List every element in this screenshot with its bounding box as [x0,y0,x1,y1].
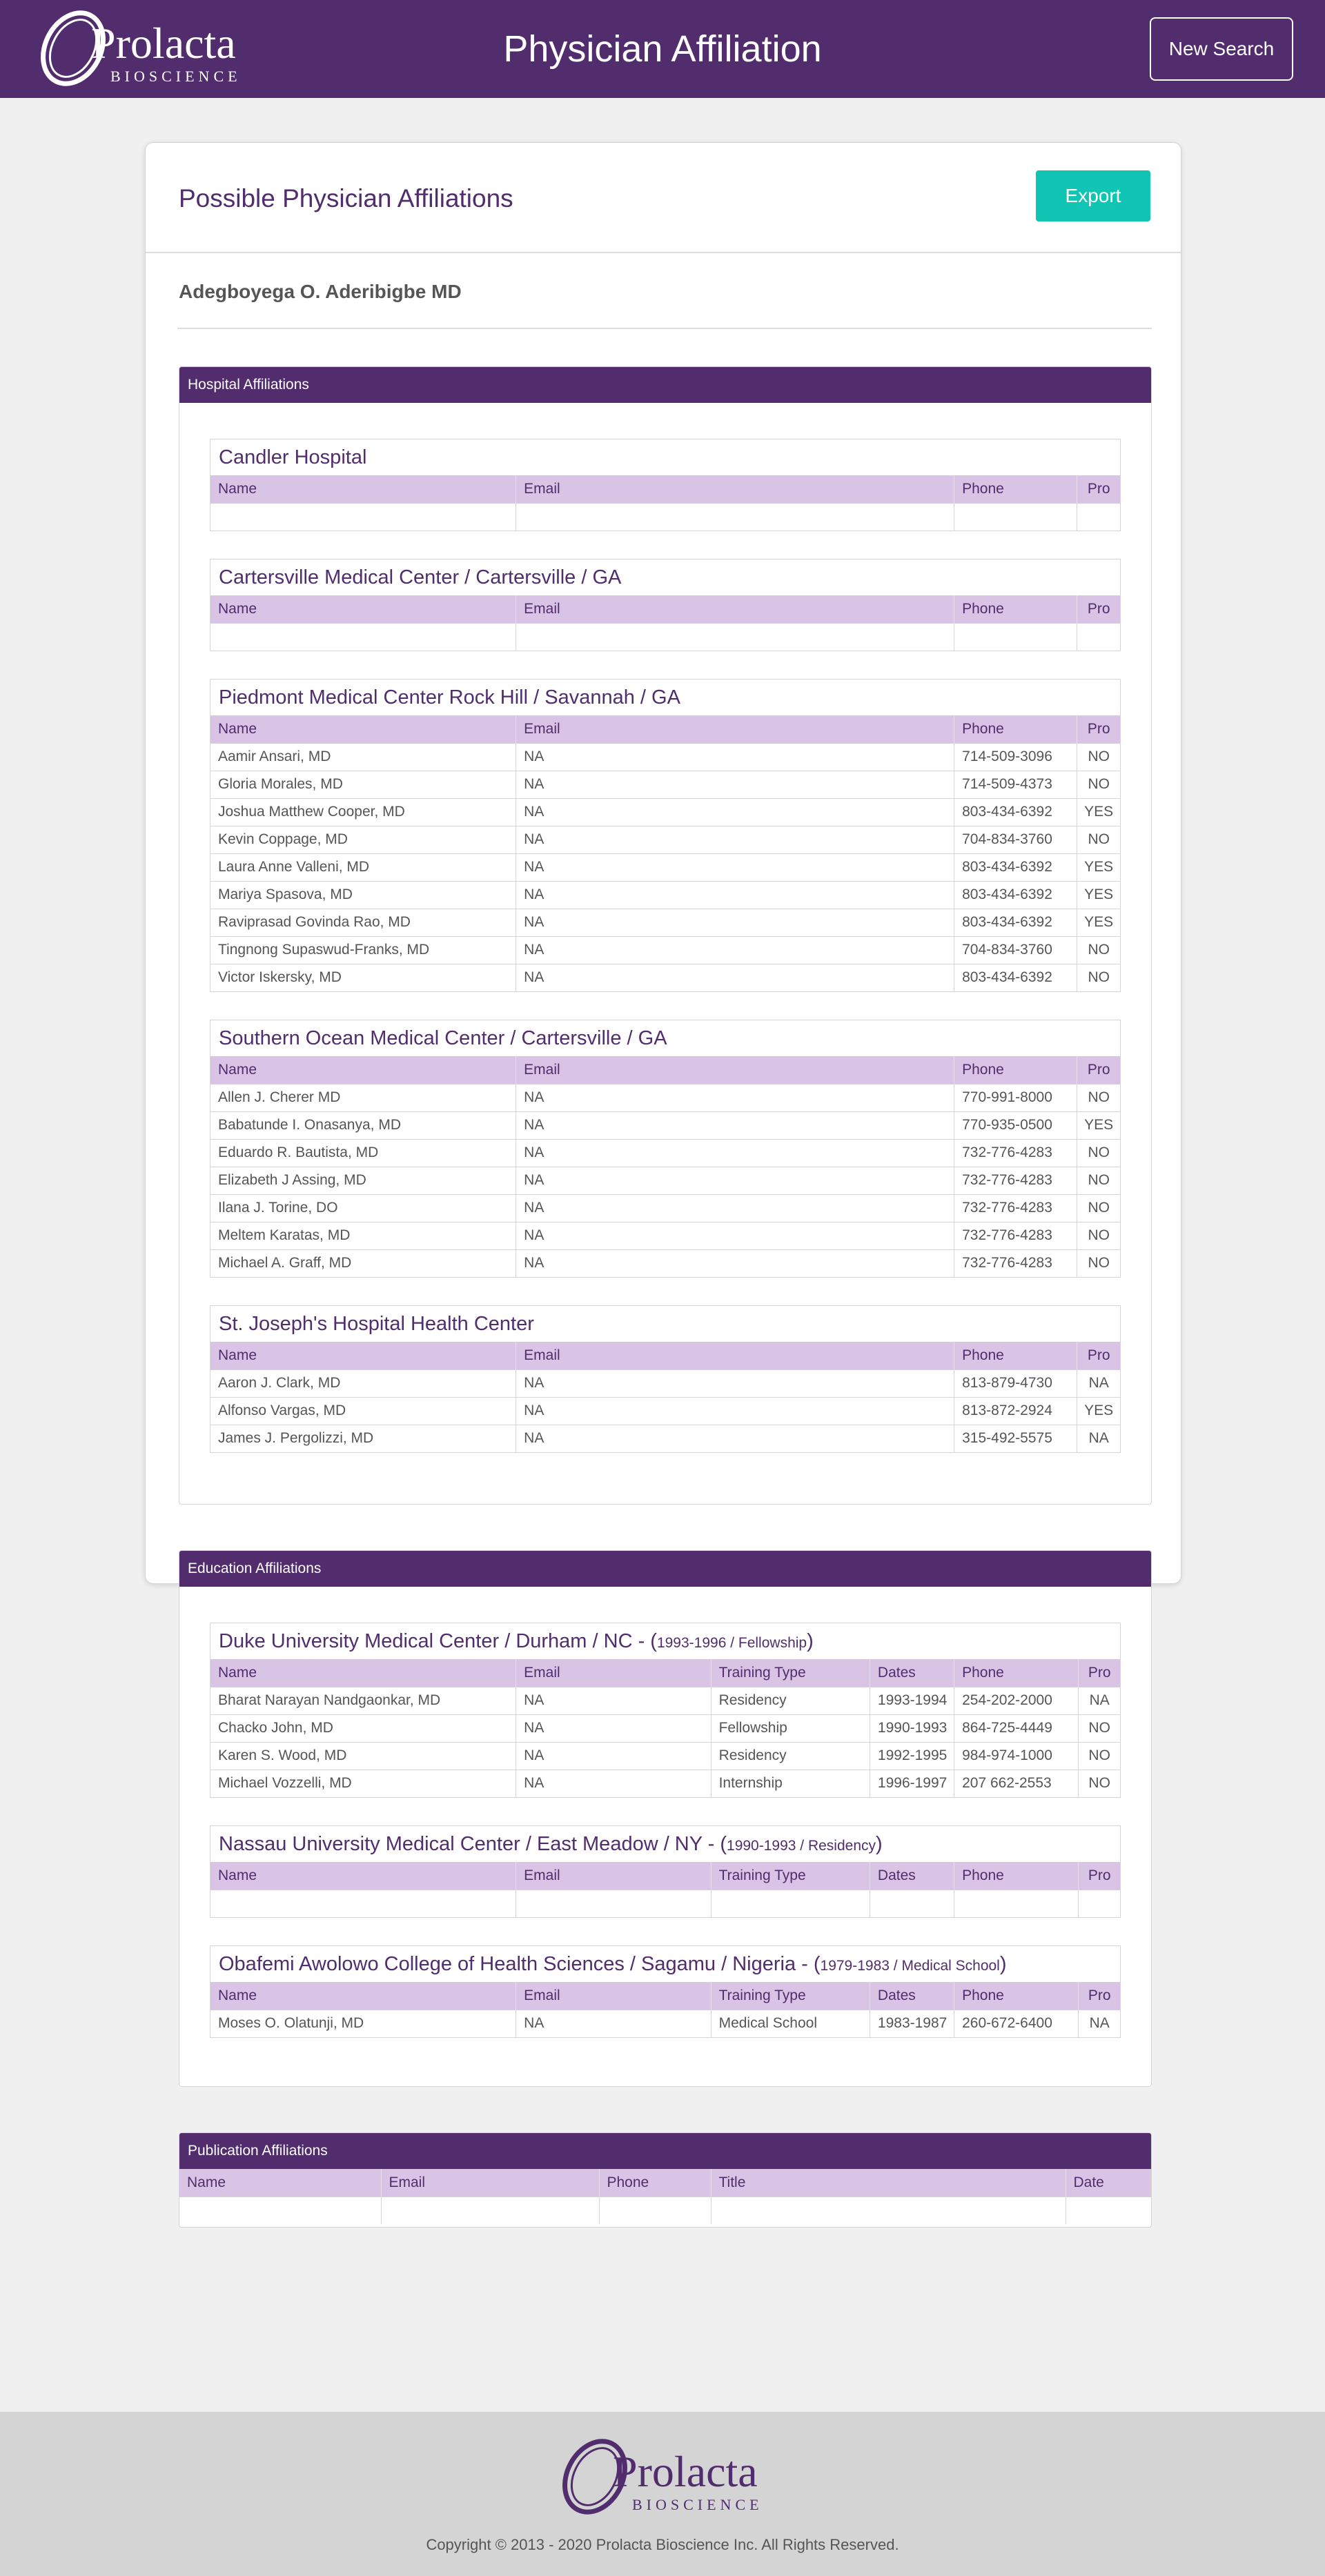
hospital-group [210,1020,1121,1278]
table-cell: YES [1077,853,1120,881]
table-cell: NA [516,1770,711,1797]
table-cell: 315-492-5575 [954,1425,1077,1452]
table-cell: NA [1079,2010,1120,2037]
table-cell: NO [1077,936,1120,964]
card-title: Possible Physician Affiliations [179,184,513,212]
table-cell: NA [516,1167,954,1194]
table-row[interactable] [210,1397,1120,1425]
column-header[interactable]: Phone [954,715,1077,743]
closing-paren: ) [999,1953,1007,1975]
table-cell: NA [516,909,954,936]
training-detail: 1979-1983 / Medical School [820,1958,1000,1974]
column-header[interactable]: Phone [954,1659,1079,1687]
prolacta-logo-icon [552,2438,773,2515]
table-cell: Internship [711,1770,870,1797]
column-header[interactable]: Email [516,1342,954,1369]
table-cell: 714-509-3096 [954,743,1077,771]
table-cell [210,1890,516,1917]
table-cell: 732-776-4283 [954,1167,1077,1194]
table-cell: NO [1077,1167,1120,1194]
table-cell: NO [1077,1222,1120,1249]
table-row[interactable] [210,964,1120,991]
new-search-button[interactable]: New Search [1150,17,1293,81]
table-header-row [210,715,1120,743]
table-cell: NA [516,1194,954,1222]
hospital-name: Cartersville Medical Center / Cartersville / GA [219,566,622,588]
hospital-group [210,679,1121,992]
table-row[interactable] [210,853,1120,881]
table-cell: 714-509-4373 [954,771,1077,798]
affiliation-table [210,1659,1120,1797]
column-header[interactable]: Pro [1077,1342,1120,1369]
table-cell: Eduardo R. Bautista, MD [210,1139,516,1167]
table-cell: Joshua Matthew Cooper, MD [210,798,516,826]
table-cell: Alfonso Vargas, MD [210,1397,516,1425]
training-detail: 1990-1993 / Residency [727,1838,876,1854]
table-header-row [210,595,1120,623]
column-header[interactable]: Pro [1079,1982,1120,2010]
column-header[interactable]: Name [210,1342,516,1369]
affiliation-table [210,1056,1120,1277]
table-cell: Chacko John, MD [210,1714,516,1742]
table-cell: Residency [711,1687,870,1714]
panel-heading: Hospital Affiliations [179,367,1151,403]
table-cell: NO [1077,1084,1120,1111]
table-cell: Aaron J. Clark, MD [210,1369,516,1397]
table-row[interactable] [210,1687,1120,1714]
copyright-text: Copyright © 2013 - 2020 Prolacta Bioscience Inc. All Rights Reserved. [426,2536,899,2553]
table-cell: NA [516,1111,954,1139]
hospital-groups [179,403,1151,1453]
table-cell: 732-776-4283 [954,1194,1077,1222]
table-cell: Victor Iskersky, MD [210,964,516,991]
affiliation-table [210,1862,1120,1917]
table-cell: NA [516,1742,711,1770]
table-header-row [210,1659,1120,1687]
table-cell: 864-725-4449 [954,1714,1079,1742]
closing-paren: ) [807,1630,814,1652]
table-cell: NO [1077,771,1120,798]
education-groups [179,1587,1151,2038]
table-header-row [210,1982,1120,2010]
table-cell: NA [516,798,954,826]
table-cell: NO [1077,1194,1120,1222]
panel-heading: Education Affiliations [179,1551,1151,1587]
table-cell: NA [516,771,954,798]
column-header[interactable]: Email [516,1982,711,2010]
institution-title: Obafemi Awolowo College of Health Sciences / Sagamu / Nigeria - ( [219,1953,821,1975]
institution-title: Duke University Medical Center / Durham / NC - ( [219,1630,657,1652]
table-cell [1066,2197,1151,2224]
table-cell: Karen S. Wood, MD [210,1742,516,1770]
table-cell: 260-672-6400 [954,2010,1079,2037]
table-cell: NA [516,881,954,909]
column-header[interactable]: Training Type [711,1659,870,1687]
table-cell: 803-434-6392 [954,798,1077,826]
table-cell: NO [1079,1714,1120,1742]
table-cell: 732-776-4283 [954,1222,1077,1249]
table-row[interactable] [210,1425,1120,1452]
table-row[interactable] [210,881,1120,909]
table-cell: Elizabeth J Assing, MD [210,1167,516,1194]
svg-text:BIOSCIENCE: BIOSCIENCE [110,68,242,85]
table-cell: 803-434-6392 [954,964,1077,991]
hospital-name: Southern Ocean Medical Center / Cartersville / GA [219,1027,667,1049]
table-cell: YES [1077,1397,1120,1425]
affiliation-table [210,1342,1120,1452]
table-cell: Allen J. Cherer MD [210,1084,516,1111]
institution-name [210,1826,1120,1862]
table-cell [381,2197,599,2224]
affiliation-table [179,2169,1151,2224]
table-cell: Raviprasad Govinda Rao, MD [210,909,516,936]
closing-paren: ) [876,1833,883,1855]
column-header[interactable]: Pro [1077,1056,1120,1084]
table-row[interactable] [210,1194,1120,1222]
column-header[interactable]: Pro [1079,1659,1120,1687]
table-cell: 803-434-6392 [954,853,1077,881]
table-cell: NA [516,1139,954,1167]
table-cell: 813-879-4730 [954,1369,1077,1397]
table-header-row [210,1056,1120,1084]
table-cell: NA [516,1425,954,1452]
column-header[interactable]: Name [210,1056,516,1084]
table-row[interactable] [210,771,1120,798]
table-cell [516,623,954,651]
table-cell: YES [1077,881,1120,909]
column-header[interactable]: Email [516,475,954,503]
top-bar [0,0,1325,98]
table-cell: 732-776-4283 [954,1249,1077,1277]
column-header[interactable]: Phone [954,1342,1077,1369]
table-cell: 1993-1994 [870,1687,954,1714]
table-cell: Meltem Karatas, MD [210,1222,516,1249]
table-cell [1077,623,1120,651]
table-header-row [210,475,1120,503]
page-title: Physician Affiliation [503,28,822,70]
column-header[interactable]: Name [179,2169,381,2197]
column-header[interactable]: Name [210,1659,516,1687]
panel-heading: Publication Affiliations [179,2133,1151,2169]
table-row[interactable] [210,1222,1120,1249]
table-cell: NO [1077,826,1120,853]
education-group [210,1825,1121,1918]
table-cell: NO [1079,1770,1120,1797]
affiliations-card [145,142,1181,2190]
physician-name: Adegboyega O. Aderibigbe MD [179,281,462,302]
table-cell: Aamir Ansari, MD [210,743,516,771]
table-cell: YES [1077,1111,1120,1139]
column-header[interactable]: Phone [954,1982,1079,2010]
table-row[interactable] [210,623,1120,651]
table-cell [954,503,1077,531]
table-cell [1077,503,1120,531]
table-cell: NA [516,2010,711,2037]
table-cell: NA [516,743,954,771]
table-cell [179,2197,381,2224]
table-cell: 813-872-2924 [954,1397,1077,1425]
table-cell [210,623,516,651]
hospital-group [210,439,1121,531]
hospital-name: Candler Hospital [219,446,367,468]
table-cell [210,503,516,531]
table-cell: 803-434-6392 [954,909,1077,936]
table-cell: NA [516,1687,711,1714]
table-row[interactable] [210,1770,1120,1797]
affiliation-table [210,595,1120,651]
table-cell: 254-202-2000 [954,1687,1079,1714]
table-cell: Ilana J. Torine, DO [210,1194,516,1222]
table-cell: 704-834-3760 [954,826,1077,853]
table-header-row [210,1862,1120,1890]
institution-title: Nassau University Medical Center / East Meadow / NY - ( [219,1833,727,1855]
table-cell: 1983-1987 [870,2010,954,2037]
table-cell: Babatunde I. Onasanya, MD [210,1111,516,1139]
table-row[interactable] [210,1742,1120,1770]
column-header[interactable]: Email [516,595,954,623]
table-cell: NO [1077,1139,1120,1167]
svg-text:Prolacta: Prolacta [91,19,236,68]
table-row[interactable] [210,1139,1120,1167]
table-cell [870,1890,954,1917]
column-header[interactable]: Name [210,595,516,623]
table-cell [954,1890,1079,1917]
column-header[interactable]: Email [381,2169,599,2197]
table-cell: YES [1077,798,1120,826]
table-cell: Laura Anne Valleni, MD [210,853,516,881]
table-cell: Residency [711,1742,870,1770]
affiliation-table [210,715,1120,991]
table-row[interactable] [210,1890,1120,1917]
table-cell: 1990-1993 [870,1714,954,1742]
affiliation-table [210,475,1120,531]
table-cell: Gloria Morales, MD [210,771,516,798]
column-header[interactable]: Pro [1077,595,1120,623]
table-cell: 984-974-1000 [954,1742,1079,1770]
table-cell: 732-776-4283 [954,1139,1077,1167]
table-cell: NA [516,1222,954,1249]
publication-table-wrap [179,2169,1151,2224]
table-cell: NA [516,826,954,853]
table-cell: Bharat Narayan Nandgaonkar, MD [210,1687,516,1714]
column-header[interactable]: Name [210,1982,516,2010]
publication-affiliations-panel [179,2132,1152,2228]
table-row[interactable] [210,1167,1120,1194]
table-cell: NA [1079,1687,1120,1714]
table-cell: Tingnong Supaswud-Franks, MD [210,936,516,964]
column-header[interactable]: Email [516,1862,711,1890]
table-row[interactable] [210,503,1120,531]
table-cell: NA [1077,1425,1120,1452]
hospital-name: St. Joseph's Hospital Health Center [219,1313,534,1335]
column-header[interactable]: Email [516,1056,954,1084]
table-cell: Michael A. Graff, MD [210,1249,516,1277]
column-header[interactable]: Phone [599,2169,711,2197]
column-header[interactable]: Dates [870,1982,954,2010]
table-cell: NA [516,1249,954,1277]
column-header[interactable]: Name [210,715,516,743]
table-cell: James J. Pergolizzi, MD [210,1425,516,1452]
table-cell: NA [516,936,954,964]
column-header[interactable]: Name [210,475,516,503]
table-cell: NA [516,1084,954,1111]
table-row[interactable] [210,743,1120,771]
affiliation-table [210,1982,1120,2037]
table-cell [599,2197,711,2224]
table-row[interactable] [210,1249,1120,1277]
table-header-row [210,1342,1120,1369]
table-cell: Moses O. Olatunji, MD [210,2010,516,2037]
table-cell: YES [1077,909,1120,936]
table-cell: Medical School [711,2010,870,2037]
table-cell [1079,1890,1120,1917]
table-cell: NO [1079,1742,1120,1770]
table-row[interactable] [210,909,1120,936]
footer [0,2412,1325,2576]
column-header[interactable]: Dates [870,1862,954,1890]
divider [177,328,1152,329]
table-cell: NA [516,1369,954,1397]
table-cell: NO [1077,1249,1120,1277]
table-cell [954,623,1077,651]
column-header[interactable]: Email [516,715,954,743]
column-header[interactable]: Training Type [711,1982,870,2010]
table-row[interactable] [210,1111,1120,1139]
table-row[interactable] [210,826,1120,853]
table-row[interactable] [210,1084,1120,1111]
table-row[interactable] [210,1369,1120,1397]
table-cell: NO [1077,743,1120,771]
table-cell: NA [516,853,954,881]
table-cell: 207 662-2553 [954,1770,1079,1797]
footer-logo[interactable] [552,2438,773,2515]
table-header-row [179,2169,1151,2197]
table-cell: 1992-1995 [870,1742,954,1770]
table-cell: NO [1077,964,1120,991]
column-header[interactable]: Phone [954,1056,1077,1084]
table-cell: Mariya Spasova, MD [210,881,516,909]
column-header[interactable]: Phone [954,475,1077,503]
hospital-name: Piedmont Medical Center Rock Hill / Savannah / GA [219,686,680,709]
education-group [210,1945,1121,2038]
table-cell: NA [516,1714,711,1742]
table-row[interactable] [210,798,1120,826]
table-cell: Fellowship [711,1714,870,1742]
table-cell: Michael Vozzelli, MD [210,1770,516,1797]
hospital-affiliations-panel [179,366,1152,1505]
institution-name [210,1623,1120,1659]
institution-name [210,1946,1120,1982]
column-header[interactable]: Training Type [711,1862,870,1890]
table-cell [516,1890,711,1917]
column-header[interactable]: Date [1066,2169,1151,2197]
column-header[interactable]: Phone [954,1862,1079,1890]
column-header[interactable]: Email [516,1659,711,1687]
column-header[interactable]: Pro [1077,475,1120,503]
table-cell: 704-834-3760 [954,936,1077,964]
table-cell [516,503,954,531]
education-affiliations-panel [179,1550,1152,2087]
table-cell [711,1890,870,1917]
table-cell: NA [1077,1369,1120,1397]
table-cell: 1996-1997 [870,1770,954,1797]
table-cell: NA [516,964,954,991]
table-cell: 803-434-6392 [954,881,1077,909]
table-cell [711,2197,1066,2224]
table-row[interactable] [179,2197,1151,2224]
column-header[interactable]: Name [210,1862,516,1890]
table-row[interactable] [210,2010,1120,2037]
export-button[interactable]: Export [1036,170,1150,221]
column-header[interactable]: Pro [1077,715,1120,743]
table-cell: Kevin Coppage, MD [210,826,516,853]
column-header[interactable]: Phone [954,595,1077,623]
svg-text:BIOSCIENCE: BIOSCIENCE [632,2496,763,2513]
column-header[interactable]: Pro [1079,1862,1120,1890]
hospital-group [210,1305,1121,1453]
column-header[interactable]: Dates [870,1659,954,1687]
table-cell: 770-935-0500 [954,1111,1077,1139]
table-row[interactable] [210,1714,1120,1742]
table-cell: 770-991-8000 [954,1084,1077,1111]
svg-text:Prolacta: Prolacta [613,2447,758,2496]
table-row[interactable] [210,936,1120,964]
training-detail: 1993-1996 / Fellowship [656,1635,807,1651]
column-header[interactable]: Title [711,2169,1066,2197]
divider [146,252,1181,253]
hospital-group [210,559,1121,651]
education-group [210,1623,1121,1798]
table-cell: NA [516,1397,954,1425]
